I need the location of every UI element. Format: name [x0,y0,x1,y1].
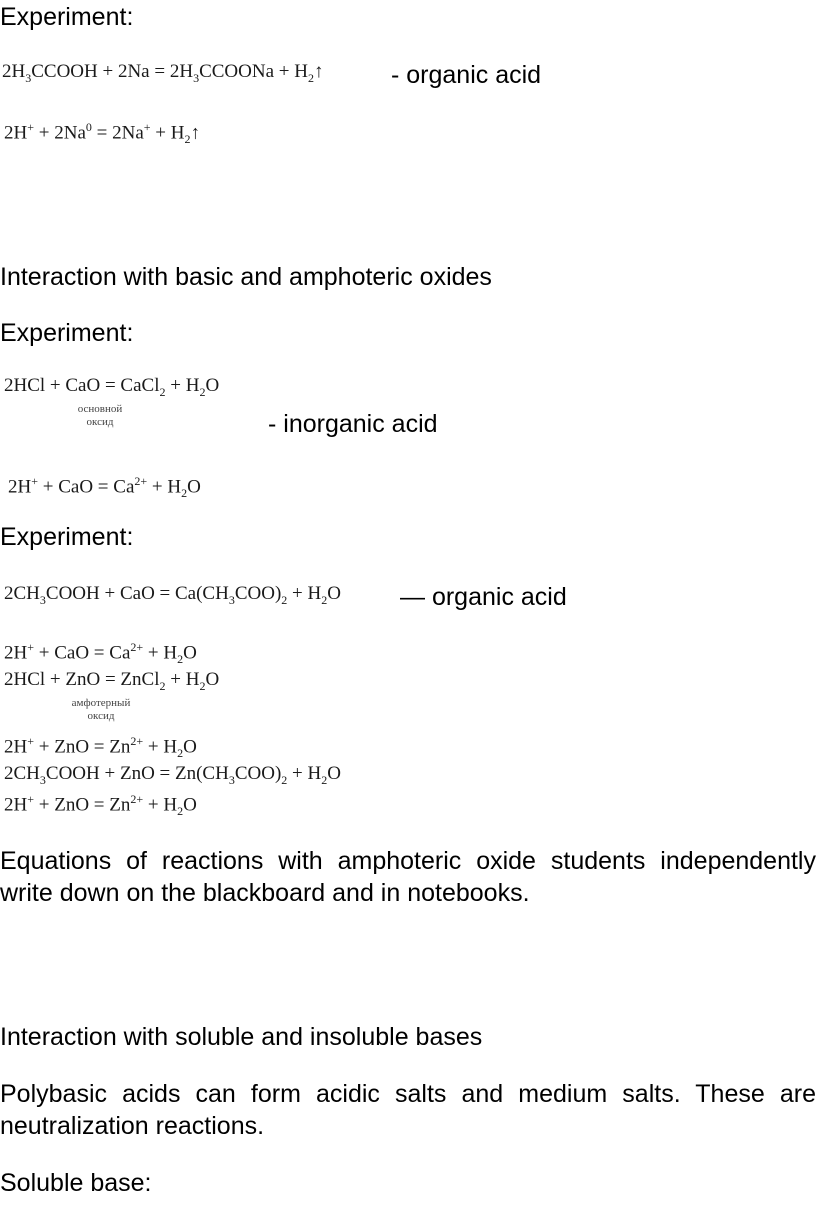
equation-ionic-zno-2: 2H+ + ZnO = $Zn^{2+} + H_2O$ [4,792,197,819]
note-organic-acid-1: - organic acid [391,61,542,89]
equation-acetic-acid-sodium: $2H_3CCOOH + 2Na$ = $2H_3CCOONa$ + $H_2↑$ [2,61,324,85]
note-organic-acid-2: — organic acid [400,583,567,611]
equation-ionic-cao-2: 2H+ + CaO = $Ca^{2+} + H_2O$ [4,640,197,667]
paragraph-amphoteric-note: Equations of reactions with amphoteric oxide students independently write down on the blackboard and in notebooks. [0,847,816,907]
experiment-heading-1: Experiment: [0,3,134,31]
caption-amphoteric-oxide: амфотерный оксид [71,697,131,722]
caption-basic-oxide: основной оксид [77,403,123,428]
experiment-heading-3: Experiment: [0,523,134,551]
equation-ionic-sodium: $2H^+ + 2Na^0 = 2Na^+$ + $H_2↑$ [4,120,200,147]
equation-hcl-zno: 2HCl + ZnO = ZnCl$_2$ + $H_2O$ [4,669,220,693]
equation-ionic-zno: 2H+ + ZnO = $Zn^{2+} + H_2O$ [4,734,197,761]
equation-acetic-cao: $2CH_3COOH$ + CaO = $Ca(CH_3COO)_2 + H_2O$ [4,583,341,607]
note-inorganic-acid: - inorganic acid [268,410,438,438]
equation-hcl-cao: 2HCl + CaO = CaCl$_2$ + $H_2O$ [4,375,220,399]
section-heading-bases: Interaction with soluble and insoluble bases [0,1023,483,1051]
section-heading-oxides: Interaction with basic and amphoteric oxides [0,263,492,291]
soluble-base-label: Soluble base: [0,1169,152,1197]
equation-acetic-zno: $2CH_3COOH$ + ZnO = $Zn(CH_3COO)_2 + H_2O$ [4,763,341,787]
paragraph-polybasic: Polybasic acids can form acidic salts and medium salts. These are neutralization reactions. [0,1080,816,1140]
equation-ionic-cao: 2H+ + CaO = $Ca^{2+} + H_2O$ [8,474,201,501]
experiment-heading-2: Experiment: [0,319,134,347]
